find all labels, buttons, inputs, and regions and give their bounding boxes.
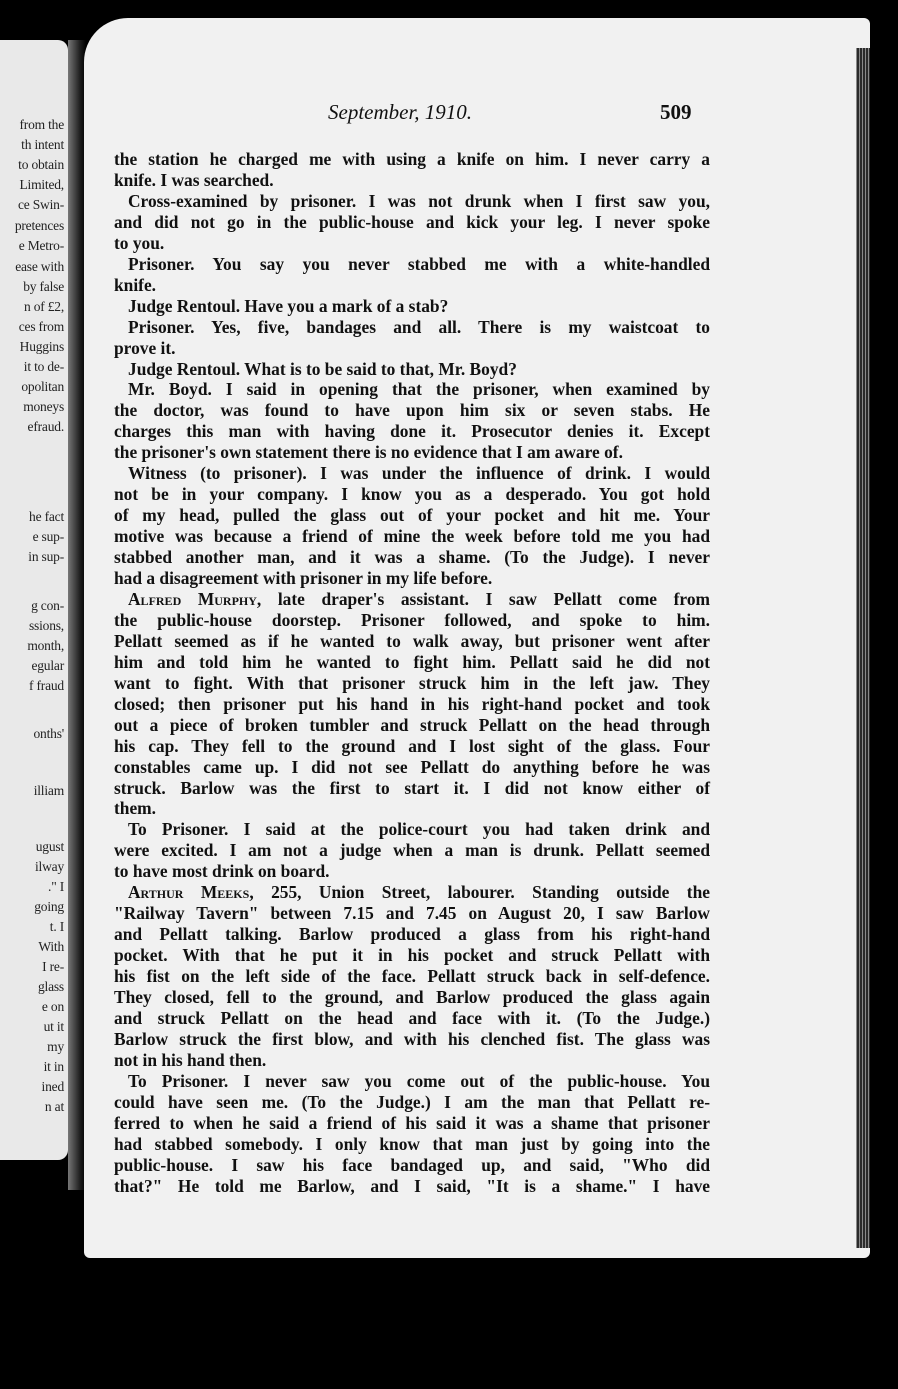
text-line: his cap. They fell to the ground and I lost sight of the glass. Four: [114, 735, 710, 756]
text-line: Judge Rentoul. Have you a mark of a stab?: [128, 295, 449, 316]
text-line: Cross-examined by prisoner. I was not drunk when I first saw you,: [128, 190, 710, 211]
left-page-line: it in: [43, 1059, 64, 1074]
right-page: [84, 18, 870, 1258]
left-page-line: from the: [19, 117, 64, 132]
left-page-line: efraud.: [27, 419, 64, 434]
left-page-line: my: [47, 1039, 64, 1054]
left-page-line: g con-: [31, 598, 64, 613]
left-page-line: ssions,: [29, 618, 64, 633]
text-line: ferred to when he said a friend of his said it was a shame that prisoner: [114, 1112, 710, 1133]
text-line: had a disagreement with prisoner in my life before.: [114, 568, 493, 588]
text-line: that?" He told me Barlow, and I said, "It is a shame." I have: [114, 1175, 710, 1196]
left-page-line: ined: [41, 1079, 64, 1094]
left-page-fragment: [0, 40, 68, 1160]
text-line: Pellatt seemed as if he wanted to walk away, but prisoner went after: [114, 630, 710, 651]
text-line: closed; then prisoner put his hand in his right-hand pocket and took: [114, 693, 710, 714]
left-page-line: e Metro-: [18, 238, 64, 253]
text-line: charges this man with having done it. Prosecutor denies it. Except: [114, 421, 710, 442]
text-line: Arthur Meeks, 255, Union Street, labourer. Standing outside the: [128, 882, 710, 903]
page-edges: [856, 48, 870, 1248]
text-line: To Prisoner. I never saw you come out of the public-house. You: [128, 1070, 710, 1091]
left-page-line: month,: [27, 638, 64, 653]
text-line: out a piece of broken tumbler and struck Pellatt on the head through: [114, 714, 710, 735]
left-page-line: ease with: [15, 259, 64, 274]
left-page-line: With: [38, 939, 64, 954]
text-line: his fist on the left side of the face. Pellatt struck back in self-defence.: [114, 966, 710, 987]
page-number: 509: [660, 100, 692, 124]
text-line: motive was because a friend of mine the week before told me you had: [114, 526, 710, 547]
text-line: knife.: [114, 274, 157, 295]
text-line: him and told him he wanted to fight him. Pellatt said he did not: [114, 651, 710, 672]
text-line: of my head, pulled the glass out of your pocket and hit me. Your: [114, 505, 710, 526]
left-page-line: going: [34, 899, 64, 914]
text-line: them.: [114, 798, 157, 819]
left-page-line: glass: [37, 979, 64, 994]
left-page-line: he fact: [29, 509, 64, 524]
left-page-line: to obtain: [18, 157, 64, 172]
left-page-line: ugust: [35, 839, 64, 854]
text-line: the doctor, was found to have upon him six or seven stabs. He: [114, 400, 710, 421]
left-page-line: n of £2,: [23, 299, 64, 314]
text-line: stabbed another man, and it was a shame. (To the Judge). I never: [114, 547, 710, 568]
left-page-line: ut it: [43, 1019, 64, 1034]
text-line: Witness (to prisoner). I was under the influence of drink. I would: [128, 463, 710, 484]
text-line: struck. Barlow was the first to start it. I did not know either of: [114, 777, 710, 798]
left-page-line: it to de-: [23, 359, 64, 374]
left-page-line: n at: [44, 1099, 64, 1114]
left-page-line: egular: [31, 658, 64, 673]
text-line: They closed, fell to the ground, and Barlow produced the glass again: [114, 987, 710, 1007]
left-page-line: moneys: [23, 399, 64, 414]
witness-name: Arthur Meeks: [128, 882, 250, 903]
left-page-line: e sup-: [32, 529, 64, 544]
text-line: "Railway Tavern" between 7.15 and 7.45 on August 20, I saw Barlow: [114, 903, 710, 924]
text-line: Judge Rentoul. What is to be said to that, Mr. Boyd?: [128, 358, 517, 379]
text-line: could have seen me. (To the Judge.) I am the man that Pellatt re-: [114, 1091, 710, 1112]
text-line: prove it.: [114, 337, 176, 358]
text-line: Mr. Boyd. I said in opening that the prisoner, when examined by: [128, 379, 710, 400]
left-page-line: ce Swin-: [17, 197, 64, 212]
text-line: to have most drink on board.: [114, 861, 330, 882]
text-line: Alfred Murphy, late draper's assistant. I saw Pellatt come from: [128, 588, 710, 609]
left-page-line: ilway: [35, 859, 64, 874]
text-line: and did not go in the public-house and kick your leg. I never spoke: [114, 211, 710, 232]
text-line: to you.: [114, 232, 165, 253]
left-page-line: t. I: [49, 919, 64, 934]
witness-name: Alfred Murphy: [128, 588, 257, 609]
text-line: To Prisoner. I said at the police-court you had taken drink and: [128, 819, 710, 840]
text-line: Barlow struck the first blow, and with his clenched fist. The glass was: [114, 1028, 710, 1049]
left-page-line: I re-: [42, 959, 64, 974]
left-page-line: ." I: [48, 879, 64, 894]
text-line: were excited. I am not a judge when a man is drunk. Pellatt seemed: [114, 840, 710, 861]
text-line: pocket. With that he put it in his pocket and struck Pellatt with: [114, 945, 710, 966]
text-line: the prisoner's own statement there is no evidence that I am aware of.: [114, 442, 623, 463]
left-page-line: ces from: [18, 319, 64, 334]
text-line: and struck Pellatt on the head and face with it. (To the Judge.): [114, 1007, 710, 1028]
text-line: Prisoner. You say you never stabbed me with a white-handled: [128, 253, 710, 274]
text-line: public-house. I saw his face bandaged up, and said, "Who did: [114, 1154, 710, 1175]
left-page-line: onths': [33, 726, 64, 741]
text-line: the station he charged me with using a knife on him. I never carry a: [114, 149, 710, 169]
left-page-line: illiam: [33, 783, 64, 798]
running-head: September, 1910.: [328, 100, 473, 124]
text-line: the public-house doorstep. Prisoner followed, and spoke to him.: [114, 609, 710, 630]
text-line: and Pellatt talking. Barlow produced a glass from his right-hand: [114, 924, 710, 945]
text-line: knife. I was searched.: [114, 169, 274, 190]
left-page-line: by false: [23, 279, 64, 294]
left-page-line: in sup-: [28, 549, 64, 564]
text-line: had stabbed somebody. I only know that man just by going into the: [114, 1133, 710, 1154]
left-page-line: opolitan: [21, 379, 64, 394]
text-line: not in his hand then.: [114, 1049, 267, 1070]
left-page-line: Limited,: [19, 177, 64, 192]
text-line: not be in your company. I know you as a desperado. You got hold: [114, 484, 710, 505]
text-line: constables came up. I did not see Pellatt do anything before he was: [114, 756, 710, 777]
left-page-line: f fraud: [29, 678, 64, 693]
left-page-line: Huggins: [19, 339, 64, 354]
left-page-line: e on: [41, 999, 64, 1014]
left-page-line: th intent: [21, 137, 64, 152]
text-line: Prisoner. Yes, five, bandages and all. There is my waistcoat to: [128, 316, 710, 337]
text-line: want to fight. With that prisoner struck him in the left jaw. They: [114, 672, 710, 693]
left-page-line: pretences: [14, 218, 64, 233]
